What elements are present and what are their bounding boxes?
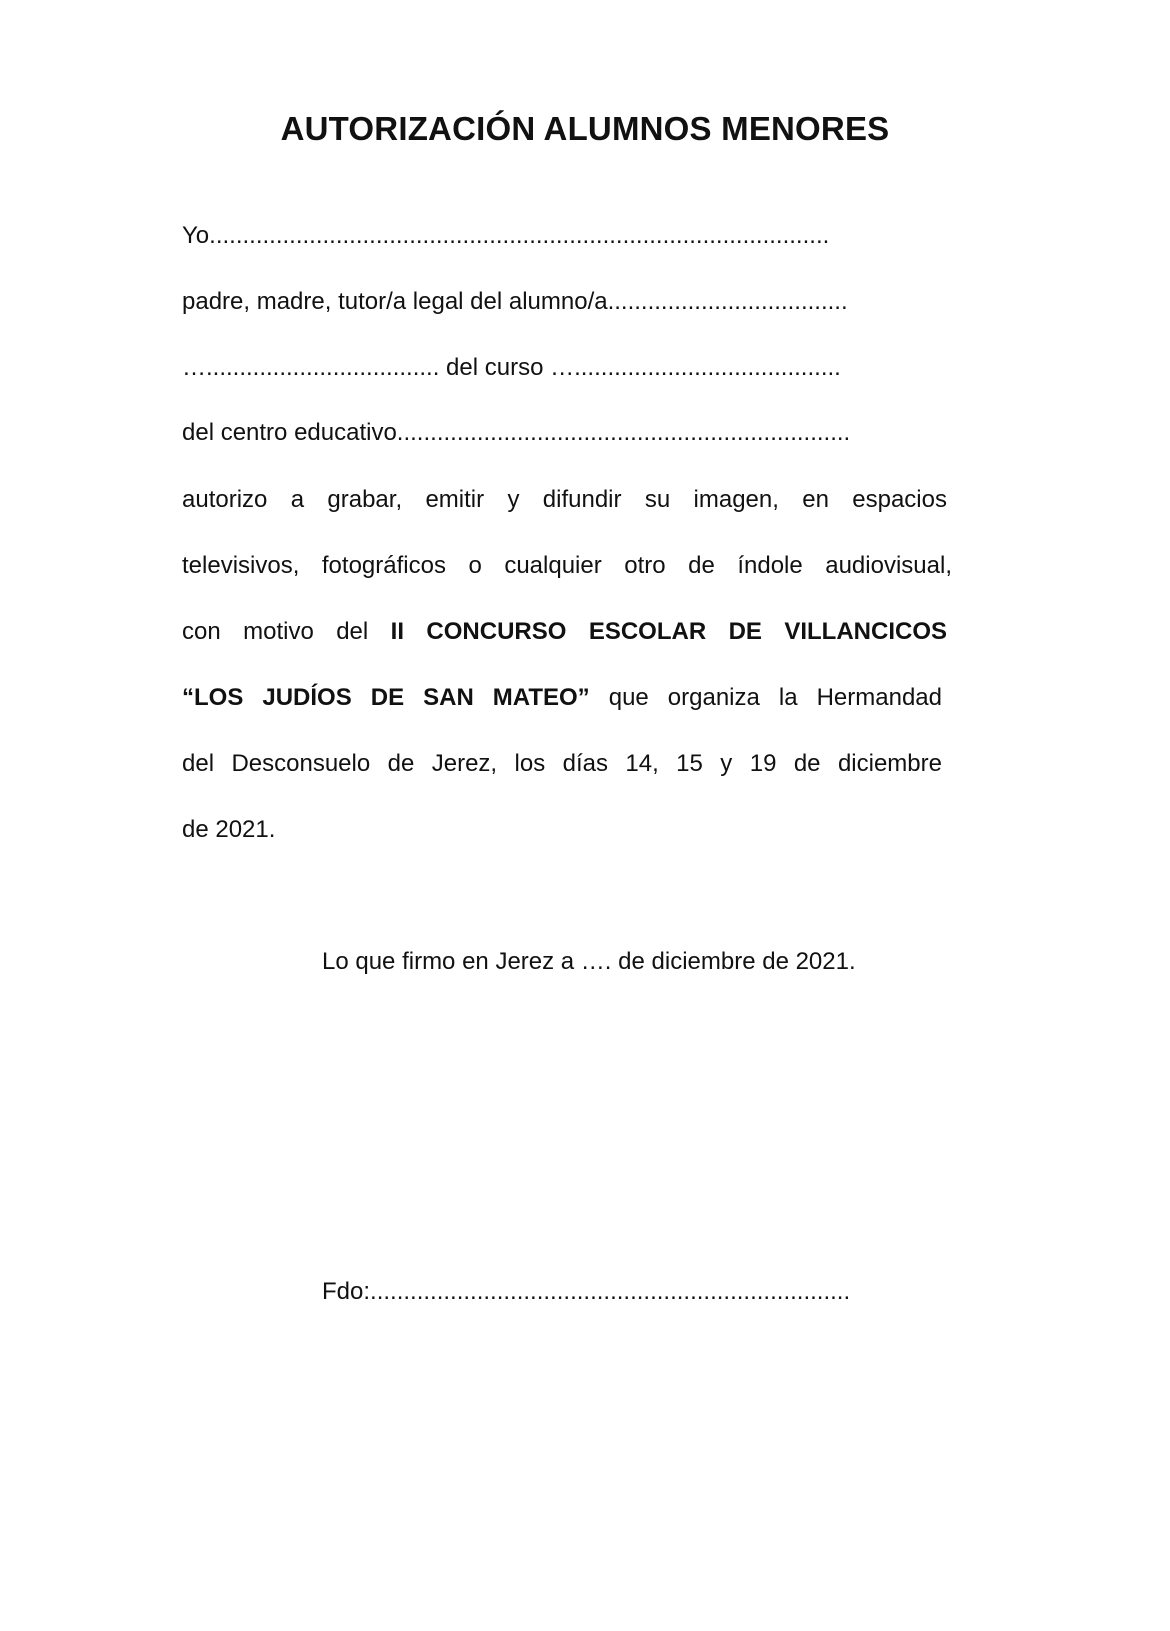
line-yo: Yo.............................................................................................	[182, 222, 830, 249]
signature-line: Fdo:........................................................................	[322, 1278, 851, 1305]
contest-prefix: con motivo del	[182, 618, 369, 645]
line-authorize: autorizo a grabar, emitir y difundir su imagen, en espacios	[182, 486, 947, 513]
line-contest	[182, 617, 947, 647]
line-dates: del Desconsuelo de Jerez, los días 14, 15 y 19 de diciembre	[182, 750, 942, 777]
line-media: televisivos, fotográficos o cualquier otro de índole audiovisual,	[182, 552, 952, 579]
line-year: de 2021.	[182, 816, 276, 843]
line-course: …................................... del curso …........................................	[182, 354, 841, 381]
line-school: del centro educativo....................................................................	[182, 419, 851, 446]
contest-name: II CONCURSO ESCOLAR DE VILLANCICOS	[390, 618, 947, 645]
line-contest-title	[182, 683, 942, 713]
line-guardian: padre, madre, tutor/a legal del alumno/a....................................	[182, 288, 848, 315]
contest-subtitle: “LOS JUDÍOS DE SAN MATEO”	[182, 684, 590, 711]
organizer-text: que organiza la Hermandad	[608, 684, 942, 711]
document-title: AUTORIZACIÓN ALUMNOS MENORES	[280, 110, 890, 147]
closing-statement: Lo que firmo en Jerez a …. de diciembre de 2021.	[322, 948, 856, 975]
